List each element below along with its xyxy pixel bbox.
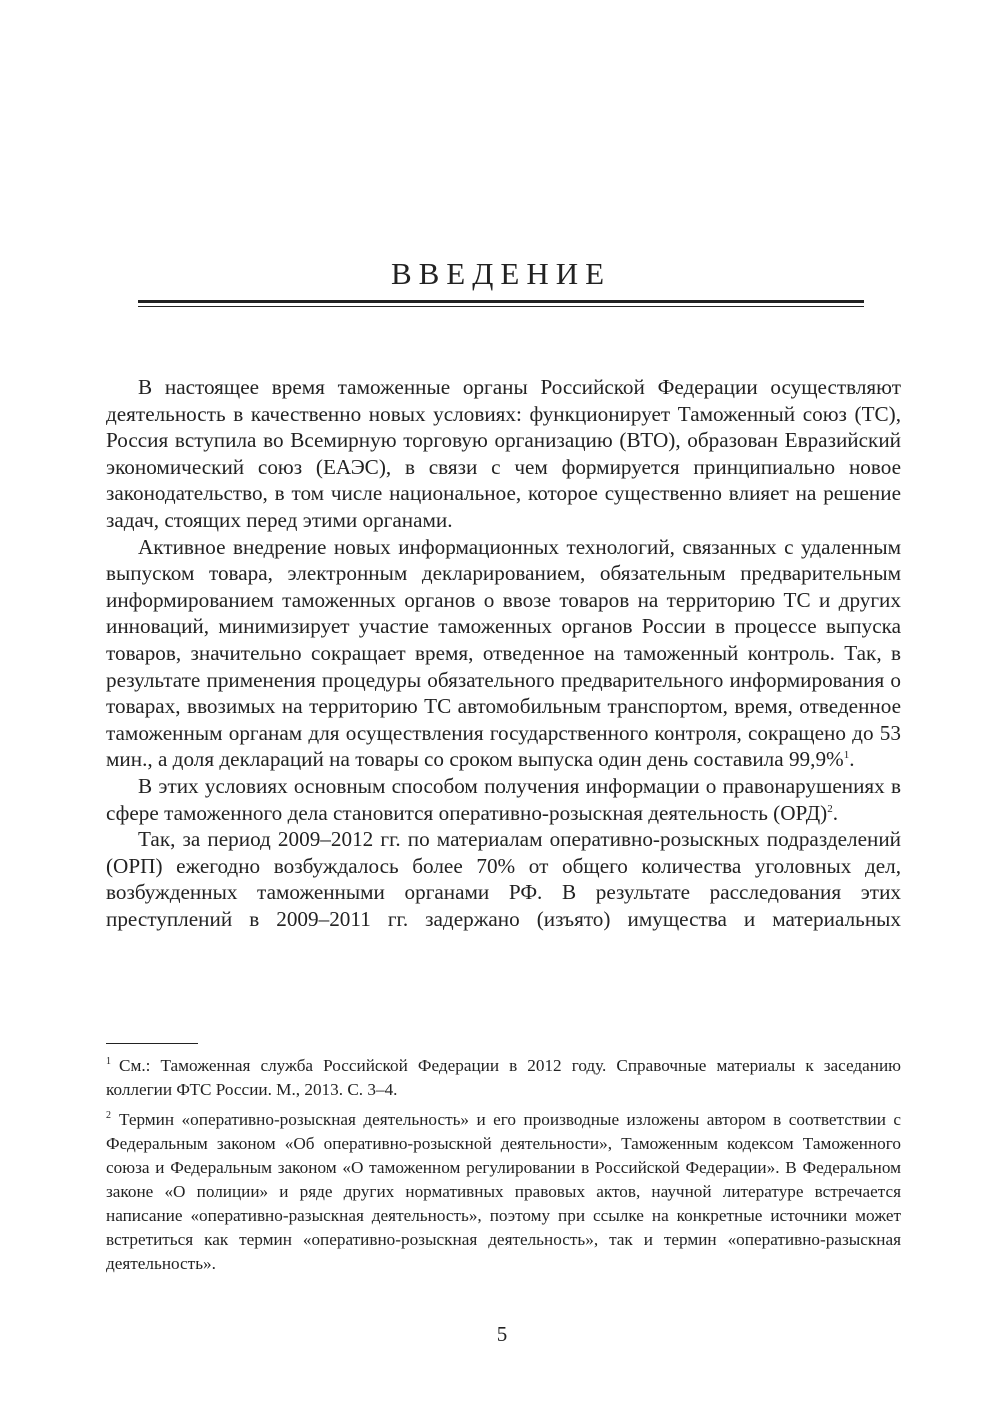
footnote: $^1$ См.: Таможенная служба Российской Федерации в 2012 году. Справочные материалы к заседанию коллегии ФТС России. М., 2013. С. 3–4. [106, 1056, 901, 1099]
page-number: 5 [496, 1322, 508, 1346]
footnote-ref: 2 [827, 802, 833, 815]
chapter-title: ВВЕДЕНИЕ [390, 256, 612, 291]
paragraph: В этих условиях основным способом получения информации о правонарушениях в сфере таможенного дела становится оперативно-розыскная деятельность (ОРД)$^2$. [106, 773, 901, 825]
footnote: $^2$ Термин «оперативно-розыскная деятельность» и его производные изложены автором в соответствии с Федеральным законом «Об оперативно-розыскной деятельности», Таможенным кодексом Таможенного союза и Федеральным законом «О таможенном регулировании в Российской Федерации». В Федеральном законе «О полиции» и ряде других нормативных правовых актов, научной литературе встречается написание «оперативно-разыскная деятельность», поэтому при ссылке на конкретные источники может встретиться как термин «оперативно-розыскная деятельность», так и термин «оперативно-разыскная деятельность». [106, 1110, 901, 1273]
footnote-ref: 1 [843, 749, 850, 762]
paragraph: Активное внедрение новых информационных технологий, связанных с удаленным выпуском товара, электронным декларированием, обязательным предварительным информированием таможенных органов о ввозе товаров на территорию ТС и других инноваций, минимизирует участие таможенных органов России в процессе выпуска товаров, значительно сокращает время, отведенное на таможенный контроль. Так, в результате применения процедуры обязательного предварительного информирования о товарах, ввозимых на территорию ТС автомобильным транспортом, время, отведенное таможенным органам для осуществления государственного контроля, сокращено до 53 мин., а доля деклараций на товары со сроком выпуска один день составила 99,9%$^1$. [106, 534, 901, 772]
footnotes [106, 1054, 901, 1282]
title-underline-thin [138, 306, 864, 307]
paragraph: Так, за период 2009–2012 гг. по материалам оперативно-розыскных подразделений (ОРП) ежегодно возбуждалось более 70% от общего количества уголовных дел, возбужденных таможенными органами РФ. В результате расследования этих преступлений в 2009–2011 гг. задержано (изъято) имущества и материальных [106, 827, 901, 931]
body-text [106, 374, 901, 932]
footnote-separator [106, 1043, 198, 1044]
paragraph: В настоящее время таможенные органы Российской Федерации осуществляют деятельность в качественно новых условиях: функционирует Таможенный союз (ТС), Россия вступила во Всемирную торговую организацию (ВТО), образован Евразийский экономический союз (ЕАЭС), в связи с чем формируется принципиально новое законодательство, в том числе национальное, которое существенно влияет на решение задач, стоящих перед этими органами. [106, 375, 901, 532]
title-underline-thick [138, 300, 864, 303]
